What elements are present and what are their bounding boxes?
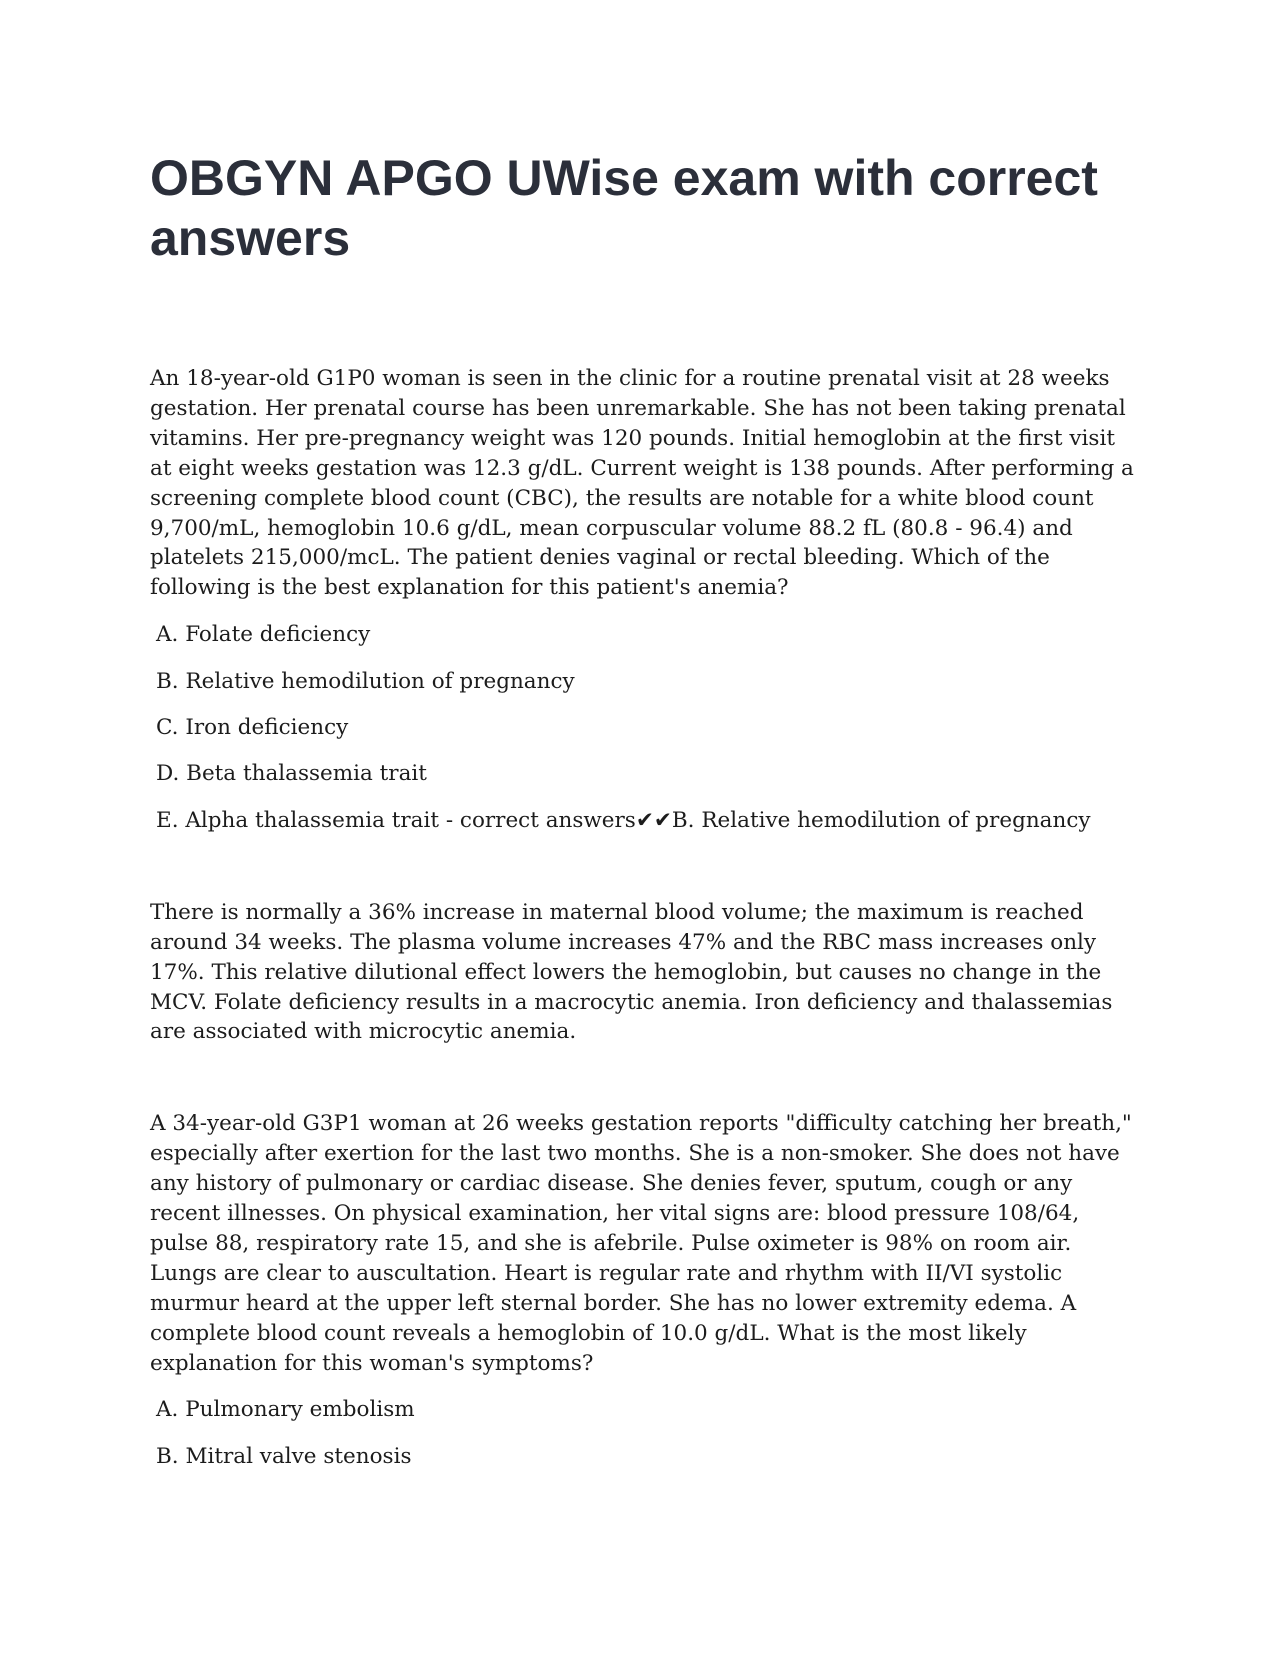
question-2-option-b: B. Mitral valve stenosis bbox=[156, 1443, 412, 1469]
question-2-option-a: A. Pulmonary embolism bbox=[156, 1397, 415, 1423]
question-1-option-e-answer: E. Alpha thalassemia trait - correct answers✔✔B. Relative hemodilution of pregnancy bbox=[156, 807, 1091, 833]
document-title: OBGYN APGO UWise exam with correct answers bbox=[150, 150, 1098, 266]
question-1-option-c: C. Iron deficiency bbox=[156, 715, 349, 741]
question-1-option-b: B. Relative hemodilution of pregnancy bbox=[156, 668, 575, 694]
question-2-options bbox=[150, 1395, 1140, 1471]
question-1-option-d: D. Beta thalassemia trait bbox=[156, 761, 427, 787]
question-1-option-a: A. Folate deficiency bbox=[156, 622, 371, 648]
question-1-explanation: There is normally a 36% increase in maternal blood volume; the maximum is reached around 34 weeks. The plasma volume increases 47% and the RBC mass increases only 17%. This relative dilutional effect lowers the hemoglobin, but causes no change in the MCV. Folate deficiency results in a macrocytic anemia. Iron deficiency and thalassemias are associated with microcytic anemia. bbox=[150, 899, 1113, 1045]
document-page bbox=[150, 0, 1140, 1472]
question-2-stem: A 34-year-old G3P1 woman at 26 weeks gestation reports "difficulty catching her breath," especially after exertion for the last two months. She is a non-smoker. She does not have any history of pulmonary or cardiac disease. She denies fever, sputum, cough or any recent illnesses. On physical examination, her vital signs are: blood pressure 108/64, pulse 88, respiratory rate 15, and she is afebrile. Pulse oximeter is 98% on room air. Lungs are clear to auscultation. Heart is regular rate and rhythm with II/VI systolic murmur heard at the upper left sternal border. She has no lower extremity edema. A complete blood count reveals a hemoglobin of 10.0 g/dL. What is the most likely explanation for this woman's symptoms? bbox=[150, 1111, 1132, 1376]
question-1-stem: An 18-year-old G1P0 woman is seen in the clinic for a routine prenatal visit at 28 weeks gestation. Her prenatal course has been unremarkable. She has not been taking prenatal vitamins. Her pre-pregnancy weight was 120 pounds. Initial hemoglobin at the first visit at eight weeks gestation was 12.3 g/dL. Current weight is 138 pounds. After performing a screening complete blood count (CBC), the results are notable for a white blood count 9,700/mL, hemoglobin 10.6 g/dL, mean corpuscular volume 88.2 fL (80.8 - 96.4) and platelets 215,000/mcL. The patient denies vaginal or rectal bleeding. Which of the following is the best explanation for this patient's anemia? bbox=[150, 366, 1134, 601]
question-1-options bbox=[150, 620, 1140, 836]
